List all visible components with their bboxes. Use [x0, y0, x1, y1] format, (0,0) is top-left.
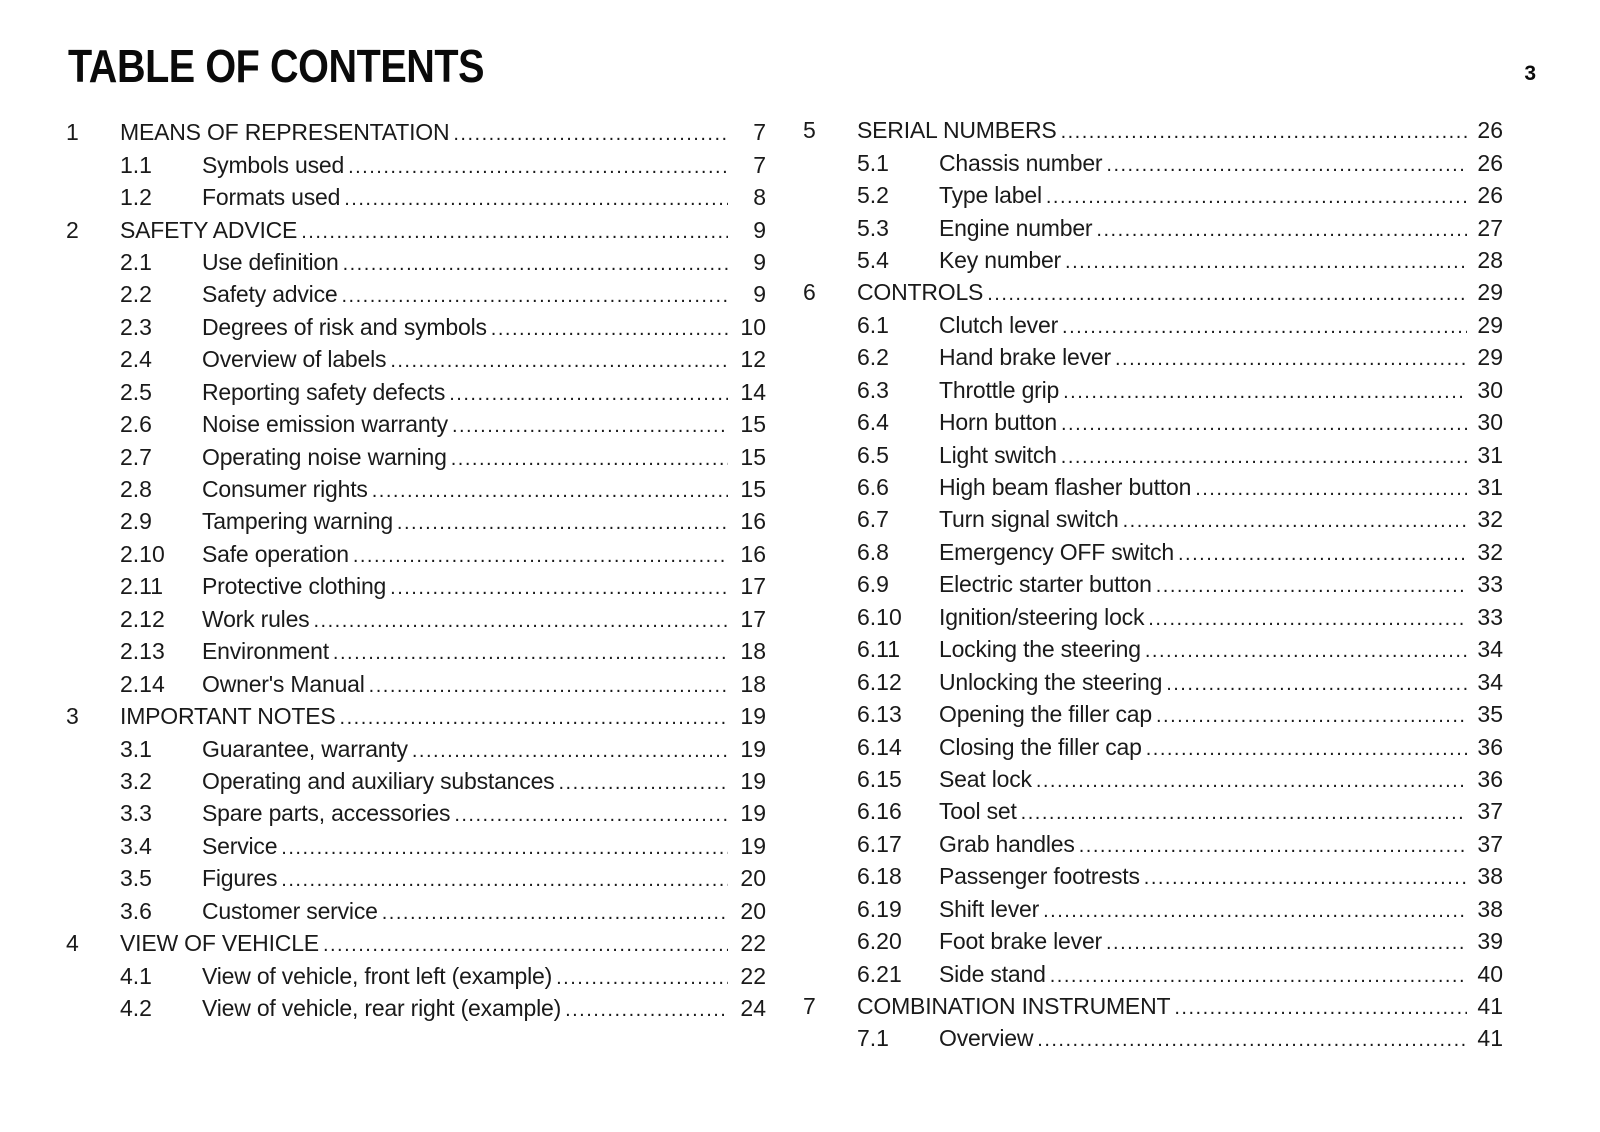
dot-leader — [382, 897, 728, 929]
toc-entry-title: Environment — [202, 638, 329, 665]
toc-section-entry[interactable] — [66, 830, 766, 862]
toc-entry-title: Engine number — [939, 214, 1093, 241]
dot-leader — [449, 378, 728, 410]
toc-section-entry[interactable] — [803, 698, 1503, 730]
toc-entry-number: 2.2 — [120, 281, 152, 308]
dot-leader — [1061, 116, 1467, 148]
toc-entry-page: 15 — [740, 476, 766, 503]
dot-leader — [1145, 635, 1467, 667]
toc-entry-number: 6.14 — [857, 733, 902, 760]
toc-chapter-entry[interactable] — [66, 116, 766, 148]
dot-leader — [556, 962, 728, 994]
toc-section-entry[interactable] — [803, 568, 1503, 600]
toc-entry-title: Key number — [939, 246, 1062, 273]
dot-leader — [333, 637, 728, 669]
toc-entry-title: Hand brake lever — [939, 344, 1111, 371]
toc-entry-title: Consumer rights — [202, 476, 368, 503]
toc-entry-title: IMPORTANT NOTES — [120, 703, 336, 730]
toc-entry-page: 7 — [753, 151, 766, 178]
toc-entry-page: 16 — [740, 508, 766, 535]
dot-leader — [1065, 246, 1467, 278]
toc-entry-page: 37 — [1477, 798, 1503, 825]
toc-entry-number: 3 — [66, 703, 79, 730]
toc-section-entry[interactable] — [66, 797, 766, 829]
dot-leader — [1148, 603, 1467, 635]
toc-section-entry[interactable] — [66, 148, 766, 180]
dot-leader — [1166, 668, 1467, 700]
toc-section-entry[interactable] — [66, 473, 766, 505]
toc-section-entry[interactable] — [803, 146, 1503, 178]
toc-section-entry[interactable] — [803, 633, 1503, 665]
toc-section-entry[interactable] — [803, 503, 1503, 535]
toc-entry-title: Closing the filler cap — [939, 733, 1142, 760]
dot-leader — [340, 702, 728, 734]
toc-entry-page: 15 — [740, 411, 766, 438]
dot-leader — [1174, 992, 1467, 1024]
toc-entry-title: Locking the steering — [939, 636, 1141, 663]
dot-leader — [1021, 797, 1467, 829]
toc-section-entry[interactable] — [803, 211, 1503, 243]
toc-entry-title: COMBINATION INSTRUMENT — [857, 993, 1171, 1020]
toc-entry-page: 41 — [1477, 993, 1503, 1020]
toc-entry-title: Overview — [939, 1025, 1034, 1052]
toc-section-entry[interactable] — [66, 440, 766, 472]
toc-section-entry[interactable] — [66, 181, 766, 213]
toc-entry-page: 31 — [1477, 474, 1503, 501]
toc-entry-number: 6.1 — [857, 311, 889, 338]
toc-entry-number: 5.2 — [857, 182, 889, 209]
toc-entry-page: 32 — [1477, 506, 1503, 533]
dot-leader — [1079, 830, 1467, 862]
toc-entry-title: Side stand — [939, 960, 1046, 987]
dot-leader — [1036, 765, 1467, 797]
dot-leader — [397, 507, 728, 539]
toc-entry-page: 34 — [1477, 668, 1503, 695]
toc-section-entry[interactable] — [803, 763, 1503, 795]
dot-leader — [1123, 505, 1467, 537]
toc-entry-page: 15 — [740, 443, 766, 470]
toc-entry-page: 26 — [1477, 182, 1503, 209]
toc-entry-page: 10 — [740, 313, 766, 340]
toc-entry-page: 26 — [1477, 149, 1503, 176]
toc-section-entry[interactable] — [803, 925, 1503, 957]
dot-leader — [451, 443, 728, 475]
toc-entry-title: Clutch lever — [939, 311, 1059, 338]
toc-entry-number: 5.4 — [857, 246, 889, 273]
toc-entry-page: 37 — [1477, 830, 1503, 857]
toc-entry-number: 6.11 — [857, 636, 901, 663]
toc-entry-title: Emergency OFF switch — [939, 538, 1174, 565]
toc-section-entry[interactable] — [66, 959, 766, 991]
dot-leader — [314, 605, 729, 637]
toc-section-entry[interactable] — [803, 665, 1503, 697]
toc-entry-number: 2.5 — [120, 378, 152, 405]
toc-entry-title: Throttle grip — [939, 376, 1060, 403]
toc-entry-page: 35 — [1477, 701, 1503, 728]
toc-entry-page: 19 — [740, 800, 766, 827]
toc-section-entry[interactable] — [66, 376, 766, 408]
toc-entry-title: Horn button — [939, 409, 1057, 436]
toc-entry-title: Figures — [202, 865, 278, 892]
toc-section-entry[interactable] — [803, 1022, 1503, 1054]
toc-entry-title: Formats used — [202, 184, 341, 211]
toc-entry-number: 3.5 — [120, 865, 152, 892]
dot-leader — [452, 410, 728, 442]
toc-entry-title: Seat lock — [939, 765, 1032, 792]
toc-entry-title: Owner's Manual — [202, 670, 365, 697]
toc-entry-number: 6.13 — [857, 701, 902, 728]
toc-entry-page: 33 — [1477, 603, 1503, 630]
page-number: 3 — [1524, 62, 1536, 85]
toc-entry-page: 9 — [753, 216, 766, 243]
toc-entry-page: 31 — [1477, 441, 1503, 468]
toc-entry-title: Chassis number — [939, 149, 1103, 176]
toc-entry-title: SERIAL NUMBERS — [857, 117, 1057, 144]
toc-chapter-entry[interactable] — [66, 700, 766, 732]
toc-entry-page: 29 — [1477, 311, 1503, 338]
toc-entry-title: Reporting safety defects — [202, 378, 446, 405]
toc-entry-page: 32 — [1477, 538, 1503, 565]
toc-entry-number: 6.8 — [857, 538, 889, 565]
toc-entry-number: 6.7 — [857, 506, 889, 533]
toc-entry-page: 20 — [740, 897, 766, 924]
dot-leader — [353, 540, 728, 572]
toc-entry-number: 2.6 — [120, 411, 152, 438]
dot-leader — [1195, 473, 1467, 505]
dot-leader — [1043, 895, 1467, 927]
dot-leader — [454, 799, 728, 831]
dot-leader — [453, 118, 728, 150]
toc-entry-title: View of vehicle, front left (example) — [202, 962, 553, 989]
toc-entry-number: 5.1 — [857, 149, 889, 176]
toc-entry-page: 19 — [740, 703, 766, 730]
toc-section-entry[interactable] — [66, 732, 766, 764]
dot-leader — [1037, 1024, 1467, 1056]
toc-entry-page: 9 — [753, 281, 766, 308]
toc-entry-title: Foot brake lever — [939, 928, 1102, 955]
toc-section-entry[interactable] — [803, 795, 1503, 827]
toc-section-entry[interactable] — [803, 341, 1503, 373]
toc-entry-title: Customer service — [202, 897, 378, 924]
toc-entry-page: 17 — [740, 573, 766, 600]
dot-leader — [1062, 311, 1467, 343]
toc-section-entry[interactable] — [66, 635, 766, 667]
toc-entry-title: Shift lever — [939, 895, 1040, 922]
toc-entry-number: 4.1 — [120, 962, 152, 989]
dot-leader — [281, 832, 728, 864]
page-title: TABLE OF CONTENTS — [68, 40, 485, 92]
toc-entry-number: 6.3 — [857, 376, 889, 403]
toc-section-entry[interactable] — [66, 343, 766, 375]
dot-leader — [491, 313, 728, 345]
toc-entry-title: Safe operation — [202, 540, 349, 567]
toc-entry-number: 6.4 — [857, 409, 889, 436]
dot-leader — [1061, 441, 1467, 473]
dot-leader — [1156, 700, 1467, 732]
toc-entry-number: 7 — [803, 993, 816, 1020]
toc-entry-page: 30 — [1477, 409, 1503, 436]
toc-entry-title: Operating noise warning — [202, 443, 447, 470]
toc-entry-page: 19 — [740, 767, 766, 794]
toc-chapter-entry[interactable] — [803, 114, 1503, 146]
toc-entry-title: Symbols used — [202, 151, 345, 178]
toc-entry-title: Passenger footrests — [939, 863, 1140, 890]
toc-entry-number: 7.1 — [857, 1025, 889, 1052]
dot-leader — [1106, 927, 1467, 959]
toc-section-entry[interactable] — [803, 244, 1503, 276]
toc-entry-page: 9 — [753, 248, 766, 275]
toc-entry-title: Work rules — [202, 605, 310, 632]
toc-entry-title: Light switch — [939, 441, 1057, 468]
dot-leader — [390, 572, 728, 604]
toc-entry-title: Opening the filler cap — [939, 701, 1152, 728]
toc-entry-number: 1.2 — [120, 184, 152, 211]
toc-entry-title: Type label — [939, 182, 1042, 209]
toc-section-entry[interactable] — [803, 179, 1503, 211]
dot-leader — [565, 994, 728, 1026]
toc-entry-number: 2.11 — [120, 573, 164, 600]
toc-section-entry[interactable] — [66, 570, 766, 602]
toc-section-entry[interactable] — [66, 246, 766, 278]
dot-leader — [301, 216, 728, 248]
toc-section-entry[interactable] — [803, 957, 1503, 989]
toc-entry-page: 28 — [1477, 246, 1503, 273]
toc-entry-page: 29 — [1477, 279, 1503, 306]
toc-entry-title: Tool set — [939, 798, 1017, 825]
toc-entry-page: 38 — [1477, 863, 1503, 890]
toc-entry-title: Ignition/steering lock — [939, 603, 1145, 630]
dot-leader — [341, 280, 728, 312]
toc-entry-title: SAFETY ADVICE — [120, 216, 298, 243]
toc-entry-number: 6.15 — [857, 765, 902, 792]
toc-section-entry[interactable] — [803, 536, 1503, 568]
toc-section-entry[interactable] — [66, 311, 766, 343]
toc-section-entry[interactable] — [803, 406, 1503, 438]
toc-entry-number: 6.18 — [857, 863, 902, 890]
dot-leader — [390, 345, 728, 377]
toc-section-entry[interactable] — [66, 603, 766, 635]
toc-entry-title: View of vehicle, rear right (example) — [202, 995, 562, 1022]
toc-section-entry[interactable] — [66, 992, 766, 1024]
toc-entry-page: 22 — [740, 930, 766, 957]
toc-right-column — [803, 114, 1503, 1055]
toc-entry-number: 2.12 — [120, 605, 165, 632]
toc-section-entry[interactable] — [803, 860, 1503, 892]
dot-leader — [1063, 376, 1467, 408]
toc-entry-number: 3.6 — [120, 897, 152, 924]
toc-section-entry[interactable] — [803, 471, 1503, 503]
toc-entry-title: Safety advice — [202, 281, 338, 308]
toc-entry-page: 12 — [740, 346, 766, 373]
toc-entry-page: 18 — [740, 638, 766, 665]
toc-entry-number: 6.9 — [857, 571, 889, 598]
toc-entry-title: Service — [202, 832, 278, 859]
dot-leader — [1046, 181, 1467, 213]
toc-entry-page: 17 — [740, 605, 766, 632]
toc-entry-number: 6.16 — [857, 798, 902, 825]
toc-entry-number: 6 — [803, 279, 816, 306]
toc-section-entry[interactable] — [803, 438, 1503, 470]
toc-entry-page: 33 — [1477, 571, 1503, 598]
toc-entry-title: Tampering warning — [202, 508, 393, 535]
toc-entry-number: 3.3 — [120, 800, 152, 827]
toc-entry-number: 6.17 — [857, 830, 902, 857]
toc-entry-page: 19 — [740, 735, 766, 762]
toc-entry-title: Use definition — [202, 248, 339, 275]
dot-leader — [412, 735, 728, 767]
toc-entry-number: 3.4 — [120, 832, 152, 859]
toc-section-entry[interactable] — [66, 538, 766, 570]
toc-entry-number: 2.4 — [120, 346, 152, 373]
toc-entry-page: 36 — [1477, 733, 1503, 760]
toc-entry-number: 2.14 — [120, 670, 165, 697]
toc-entry-page: 40 — [1477, 960, 1503, 987]
toc-entry-title: Noise emission warranty — [202, 411, 448, 438]
toc-entry-page: 29 — [1477, 344, 1503, 371]
toc-section-entry[interactable] — [803, 374, 1503, 406]
toc-entry-number: 6.5 — [857, 441, 889, 468]
dot-leader — [344, 183, 728, 215]
dot-leader — [1146, 733, 1467, 765]
toc-section-entry[interactable] — [66, 408, 766, 440]
dot-leader — [1115, 343, 1467, 375]
toc-entry-number: 2.10 — [120, 540, 165, 567]
dot-leader — [369, 670, 728, 702]
toc-entry-number: 6.10 — [857, 603, 902, 630]
dot-leader — [1156, 570, 1467, 602]
toc-entry-title: Degrees of risk and symbols — [202, 313, 487, 340]
dot-leader — [343, 248, 728, 280]
toc-chapter-entry[interactable] — [803, 990, 1503, 1022]
toc-entry-number: 6.2 — [857, 344, 889, 371]
toc-section-entry[interactable] — [66, 505, 766, 537]
toc-entry-page: 39 — [1477, 928, 1503, 955]
toc-left-column — [66, 116, 766, 1024]
dot-leader — [987, 278, 1467, 310]
toc-section-entry[interactable] — [66, 765, 766, 797]
toc-section-entry[interactable] — [803, 309, 1503, 341]
toc-entry-page: 7 — [753, 119, 766, 146]
toc-entry-page: 38 — [1477, 895, 1503, 922]
toc-entry-number: 2.3 — [120, 313, 152, 340]
toc-entry-page: 20 — [740, 865, 766, 892]
toc-entry-title: High beam flasher button — [939, 474, 1192, 501]
toc-entry-page: 24 — [740, 995, 766, 1022]
toc-entry-number: 6.6 — [857, 474, 889, 501]
toc-entry-number: 2.8 — [120, 476, 152, 503]
toc-entry-number: 4.2 — [120, 995, 152, 1022]
toc-entry-page: 16 — [740, 540, 766, 567]
toc-entry-number: 6.12 — [857, 668, 902, 695]
toc-entry-number: 6.21 — [857, 960, 902, 987]
toc-section-entry[interactable] — [66, 862, 766, 894]
toc-entry-number: 2.9 — [120, 508, 152, 535]
toc-section-entry[interactable] — [66, 895, 766, 927]
toc-entry-title: Electric starter button — [939, 571, 1152, 598]
toc-entry-page: 36 — [1477, 765, 1503, 792]
dot-leader — [281, 864, 728, 896]
dot-leader — [1178, 538, 1467, 570]
toc-entry-number: 2.1 — [120, 248, 152, 275]
toc-entry-number: 1 — [66, 119, 79, 146]
toc-entry-title: VIEW OF VEHICLE — [120, 930, 319, 957]
toc-entry-number: 5 — [803, 117, 816, 144]
dot-leader — [1061, 408, 1467, 440]
toc-entry-page: 22 — [740, 962, 766, 989]
toc-entry-number: 3.1 — [120, 735, 152, 762]
toc-entry-title: Spare parts, accessories — [202, 800, 451, 827]
toc-entry-title: Overview of labels — [202, 346, 387, 373]
toc-entry-page: 30 — [1477, 376, 1503, 403]
toc-entry-number: 2 — [66, 216, 79, 243]
toc-section-entry[interactable] — [803, 893, 1503, 925]
toc-entry-number: 2.13 — [120, 638, 165, 665]
toc-entry-page: 14 — [740, 378, 766, 405]
toc-entry-page: 27 — [1477, 214, 1503, 241]
toc-entry-title: Protective clothing — [202, 573, 387, 600]
toc-entry-number: 6.20 — [857, 928, 902, 955]
toc-entry-title: Unlocking the steering — [939, 668, 1163, 695]
toc-entry-page: 19 — [740, 832, 766, 859]
dot-leader — [1050, 960, 1467, 992]
toc-entry-title: CONTROLS — [857, 279, 984, 306]
toc-entry-number: 5.3 — [857, 214, 889, 241]
toc-chapter-entry[interactable] — [66, 213, 766, 245]
toc-chapter-entry[interactable] — [66, 927, 766, 959]
dot-leader — [348, 151, 728, 183]
toc-entry-number: 3.2 — [120, 767, 152, 794]
toc-section-entry[interactable] — [66, 667, 766, 699]
toc-chapter-entry[interactable] — [803, 276, 1503, 308]
toc-entry-page: 18 — [740, 670, 766, 697]
dot-leader — [1096, 214, 1467, 246]
toc-section-entry[interactable] — [803, 828, 1503, 860]
dot-leader — [372, 475, 728, 507]
toc-entry-number: 4 — [66, 930, 79, 957]
dot-leader — [558, 767, 728, 799]
toc-entry-number: 2.7 — [120, 443, 152, 470]
toc-section-entry[interactable] — [803, 730, 1503, 762]
toc-entry-title: Guarantee, warranty — [202, 735, 408, 762]
toc-entry-page: 26 — [1477, 117, 1503, 144]
dot-leader — [323, 929, 728, 961]
toc-entry-number: 6.19 — [857, 895, 902, 922]
toc-entry-title: MEANS OF REPRESENTATION — [120, 119, 450, 146]
dot-leader — [1144, 862, 1467, 894]
toc-entry-page: 41 — [1477, 1025, 1503, 1052]
toc-entry-page: 34 — [1477, 636, 1503, 663]
toc-section-entry[interactable] — [66, 278, 766, 310]
toc-entry-page: 8 — [753, 184, 766, 211]
toc-entry-title: Grab handles — [939, 830, 1075, 857]
toc-section-entry[interactable] — [803, 601, 1503, 633]
toc-entry-title: Operating and auxiliary substances — [202, 767, 555, 794]
toc-entry-title: Turn signal switch — [939, 506, 1119, 533]
toc-entry-number: 1.1 — [120, 151, 152, 178]
dot-leader — [1106, 149, 1467, 181]
